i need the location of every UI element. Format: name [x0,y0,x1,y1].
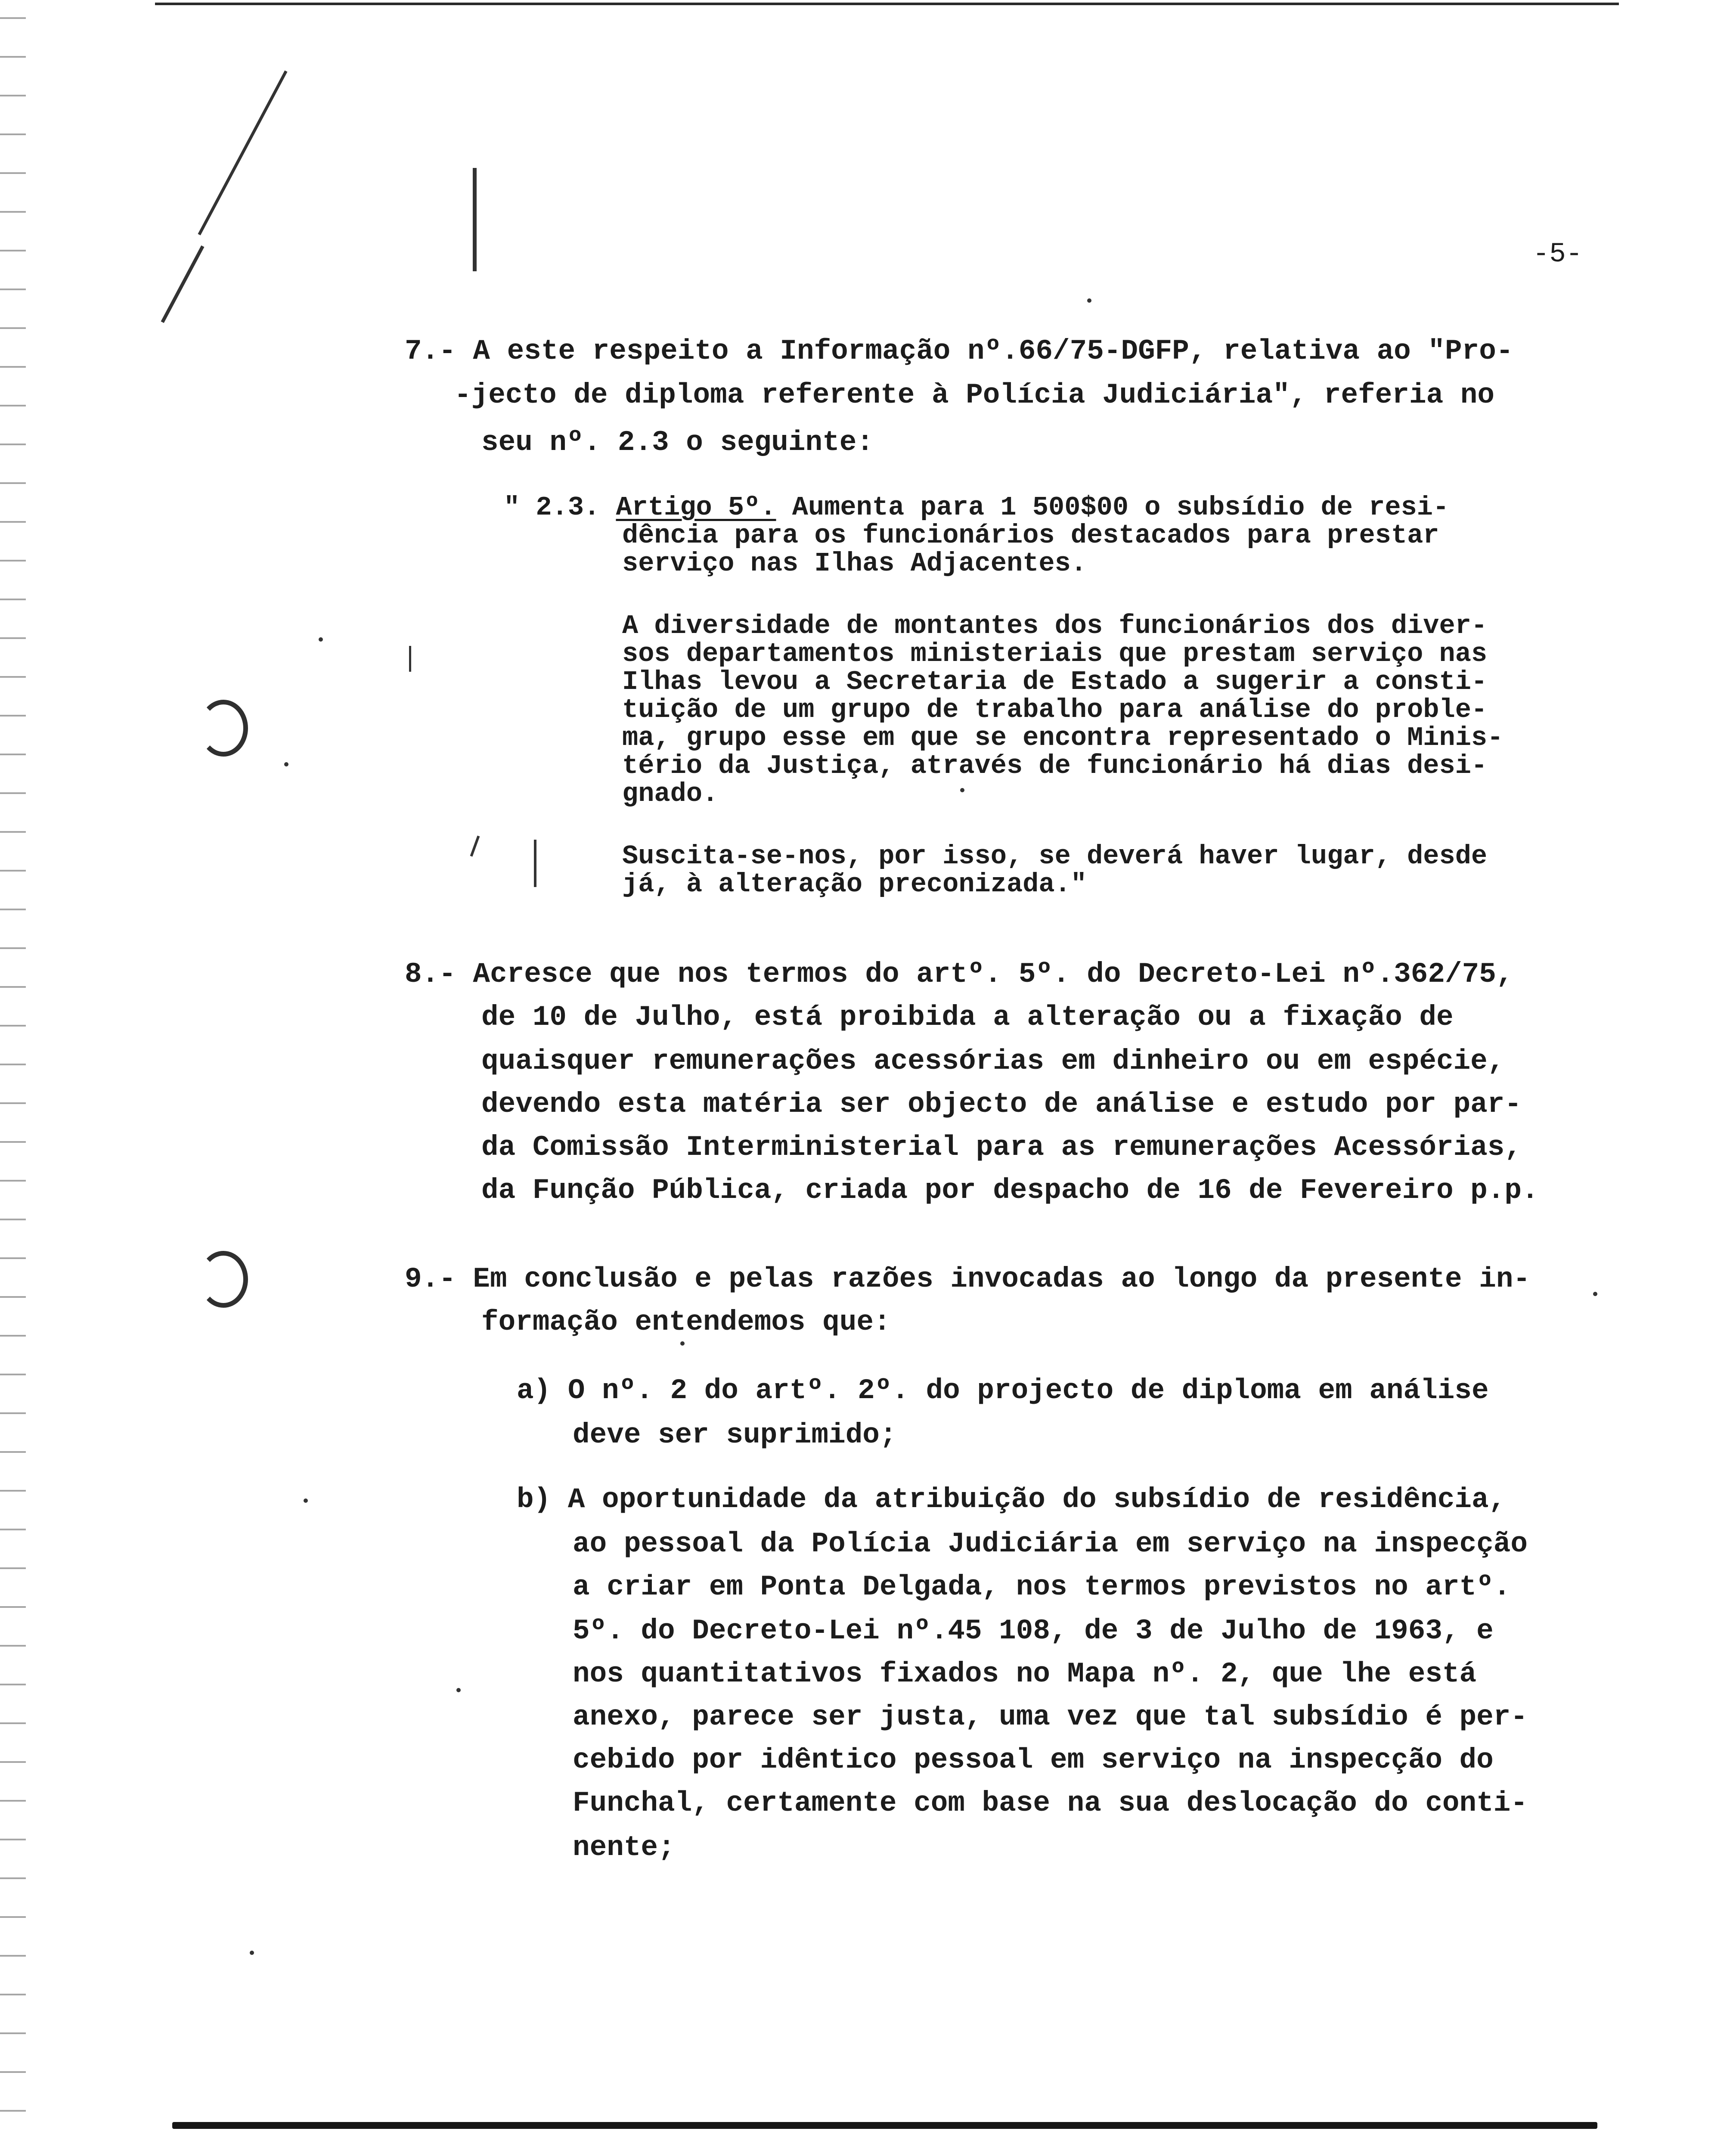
scan-mark [470,835,480,856]
bottom-edge-rule [172,2122,1597,2129]
quote-number: " 2.3. [504,492,600,523]
paragraph-9-line: formação entendemos que: [481,1306,891,1338]
quote-first-line [504,494,1449,521]
scan-mark [198,71,287,236]
scan-speck [319,637,323,642]
scan-speck [284,762,288,766]
punch-hole [199,700,248,757]
item-b-line: anexo, parece ser justa, uma vez que tal subsídio é per- [573,1701,1528,1733]
scan-speck [960,788,964,792]
item-b-line: 5º. do Decreto-Lei nº.45 108, de 3 de Julho de 1963, e [573,1615,1494,1647]
scan-left-edge [0,0,26,2136]
paragraph-7-line: -jecto de diploma referente à Polícia Judiciária", referia no [454,379,1494,411]
punch-hole [199,1251,248,1308]
item-b-line: a criar em Ponta Delgada, nos termos previstos no artº. [573,1571,1511,1603]
paragraph-8-line: da Função Pública, criada por despacho de 16 de Fevereiro p.p. [481,1174,1539,1207]
scan-speck [304,1498,308,1503]
item-a-line: a) O nº. 2 do artº. 2º. do projecto de diploma em análise [517,1374,1489,1407]
item-b-line: Funchal, certamente com base na sua deslocação do conti- [573,1787,1528,1819]
paragraph-8-line: quaisquer remunerações acessórias em dinheiro ou em espécie, [481,1045,1505,1077]
page-number: -5- [1533,239,1583,270]
quote-line: Suscita-se-nos, por isso, se deverá haver lugar, desde [622,841,1488,872]
quote-line: tério da Justiça, através de funcionário há dias desi- [622,751,1488,781]
scan-speck [250,1951,254,1955]
scan-speck [456,1688,461,1692]
paragraph-9-line: 9.- Em conclusão e pelas razões invocadas ao longo da presente in- [405,1263,1531,1295]
scan-speck [680,1341,685,1346]
quote-article-text: Aumenta para 1 500$00 o subsídio de resi- [776,492,1449,523]
item-b-line: nente; [573,1831,675,1864]
scan-mark [409,646,411,672]
scan-mark [473,168,477,271]
paragraph-7-line: 7.- A este respeito a Informação nº.66/75-DGFP, relativa ao "Pro- [405,335,1513,367]
scan-mark [534,840,536,887]
paragraph-8-line: devendo esta matéria ser objecto de análise e estudo por par- [481,1088,1522,1120]
quote-line: A diversidade de montantes dos funcionários dos diver- [622,611,1488,641]
quote-line: gnado. [622,779,719,809]
paragraph-7-line: seu nº. 2.3 o seguinte: [481,426,874,459]
quote-line: dência para os funcionários destacados para prestar [622,520,1439,551]
paragraph-8-line: de 10 de Julho, está proibida a alteração ou a fixação de [481,1001,1454,1033]
quote-line: Ilhas levou a Secretaria de Estado a sugerir a consti- [622,667,1488,697]
item-b-line: b) A oportunidade da atribuição do subsídio de residência, [517,1483,1506,1516]
quote-line: serviço nas Ilhas Adjacentes. [622,548,1087,579]
item-a-line: deve ser suprimido; [573,1419,897,1451]
scan-speck [1593,1292,1597,1296]
quote-article-ref: Artigo 5º. [616,492,776,523]
scan-speck [1087,298,1091,303]
top-edge-rule [155,3,1619,5]
quote-line: já, à alteração preconizada." [622,869,1087,900]
quote-line: tuição de um grupo de trabalho para análise do proble- [622,695,1488,725]
item-b-line: cebido por idêntico pessoal em serviço na inspecção do [573,1744,1494,1776]
paragraph-8-line: 8.- Acresce que nos termos do artº. 5º. do Decreto-Lei nº.362/75, [405,958,1513,990]
quote-line: ma, grupo esse em que se encontra representado o Minis- [622,723,1504,753]
item-b-line: ao pessoal da Polícia Judiciária em serviço na inspecção [573,1528,1528,1560]
item-b-line: nos quantitativos fixados no Mapa nº. 2, que lhe está [573,1658,1477,1690]
quote-line: sos departamentos ministeriais que prestam serviço nas [622,639,1488,669]
paragraph-8-line: da Comissão Interministerial para as remunerações Acessórias, [481,1131,1522,1163]
scan-mark [161,245,205,323]
